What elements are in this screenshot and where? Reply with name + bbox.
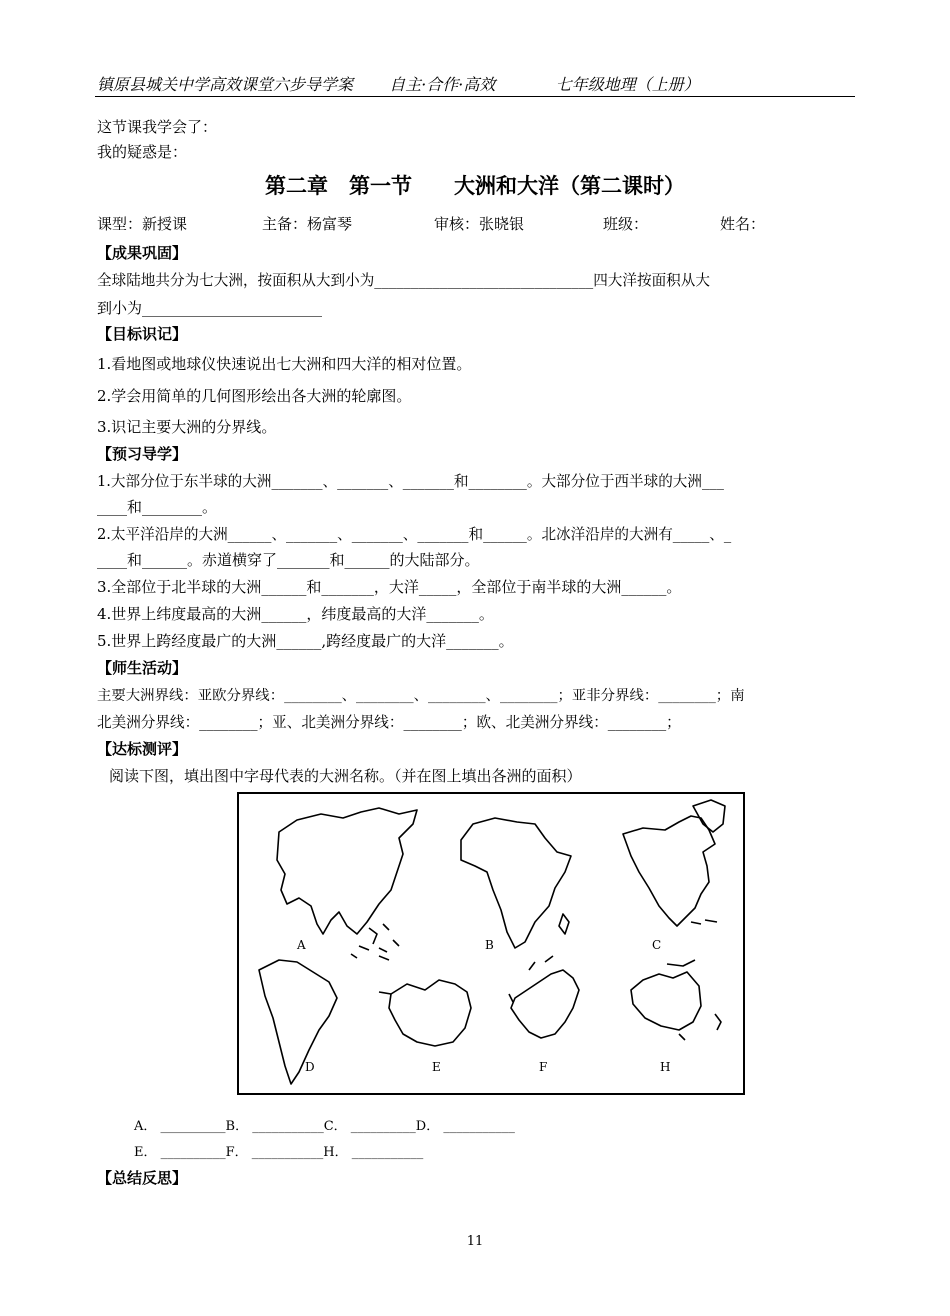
map-label-b: B — [485, 938, 494, 952]
continents-map — [237, 792, 745, 1095]
learned-line: 这节课我学会了： — [97, 118, 218, 136]
page-number: 11 — [466, 1234, 484, 1249]
consolidate-line-1: 全球陆地共分为七大洲，按面积从大到小为______________________________四大洋按面积从大 — [97, 272, 710, 289]
header-course: 七年级地理（上册） — [555, 75, 700, 94]
header-school: 镇原县城关中学高效课堂六步导学案 — [97, 75, 354, 94]
preview-line: 3.全部位于北半球的大洲______和_______，大洋_____，全部位于南半球的大洲______。 — [97, 578, 682, 596]
map-label-e: E — [432, 1060, 441, 1074]
meta-author: 主备：杨富琴 — [262, 215, 353, 233]
activity-line: 主要大洲界线：亚欧分界线：________、________、________、________；亚非分界线：________；南 — [97, 688, 745, 704]
continent-d-outline — [259, 960, 337, 1084]
continent-f-islands — [509, 956, 553, 1002]
answer-row-1: A． __________B． ___________C． __________D． ___________ — [134, 1119, 515, 1134]
meta-type: 课型：新授课 — [97, 215, 188, 233]
continent-c-outline — [623, 816, 715, 926]
section-summary: 【总结反思】 — [97, 1169, 188, 1187]
meta-name: 姓名： — [720, 215, 766, 233]
page-title: 第二章 第一节 大洲和大洋（第二课时） — [265, 174, 685, 198]
continent-h-islands — [667, 960, 721, 1040]
section-test: 【达标测评】 — [97, 740, 188, 758]
section-goals: 【目标识记】 — [97, 325, 188, 343]
section-consolidate: 【成果巩固】 — [97, 244, 188, 262]
map-label-c: C — [652, 938, 662, 952]
goal-item: 3.识记主要大洲的分界线。 — [97, 418, 277, 436]
doubts-line: 我的疑惑是： — [97, 143, 188, 161]
map-label-f: F — [539, 1060, 548, 1074]
preview-line: ____和________。 — [97, 498, 218, 516]
header-motto: 自主·合作·高效 — [389, 75, 496, 94]
meta-reviewer: 审核：张晓银 — [434, 215, 525, 233]
continent-h-outline — [631, 972, 701, 1030]
continent-b-island — [559, 914, 569, 934]
activity-line: 北美洲分界线：________；亚、北美洲分界线：________；欧、北美洲分界线：________； — [97, 714, 681, 731]
continent-b-outline — [461, 818, 571, 948]
preview-line: 2.太平洋沿岸的大洲______、_______、_______、_______和______。北冰洋沿岸的大洲有_____、_ — [97, 526, 732, 543]
preview-line: 1.大部分位于东半球的大洲_______、_______、_______和________。大部分位于西半球的大洲___ — [97, 473, 724, 490]
continent-f-outline — [511, 970, 579, 1038]
test-instruction: 阅读下图，填出图中字母代表的大洲名称。（并在图上填出各洲的面积） — [109, 767, 582, 785]
section-activity: 【师生活动】 — [97, 659, 188, 677]
continent-e-peninsula — [379, 992, 391, 994]
map-label-a: A — [297, 938, 306, 952]
meta-class: 班级： — [603, 215, 649, 233]
continent-e-outline — [389, 980, 471, 1046]
consolidate-line-2: 到小为________________________ — [97, 299, 323, 317]
preview-line: 5.世界上跨经度最广的大洲______,跨经度最广的大洋_______。 — [97, 632, 514, 650]
header — [97, 72, 700, 95]
continent-c-greenland — [693, 800, 725, 832]
section-preview: 【预习导学】 — [97, 445, 188, 463]
continent-c-caribbean — [691, 920, 717, 924]
preview-line: ____和______。赤道横穿了_______和______的大陆部分。 — [97, 551, 480, 569]
goal-item: 2.学会用简单的几何图形绘出各大洲的轮廓图。 — [97, 387, 412, 405]
continent-a-islands — [351, 924, 399, 960]
map-label-h: H — [660, 1060, 671, 1074]
goal-item: 1.看地图或地球仪快速说出七大洲和四大洋的相对位置。 — [97, 355, 472, 373]
header-rule — [95, 96, 855, 97]
answer-row-2: E． __________F． ___________H． ___________ — [134, 1145, 424, 1160]
preview-line: 4.世界上纬度最高的大洲______，纬度最高的大洋_______。 — [97, 605, 494, 623]
map-label-d: D — [305, 1060, 315, 1074]
continent-a-outline — [277, 808, 417, 934]
